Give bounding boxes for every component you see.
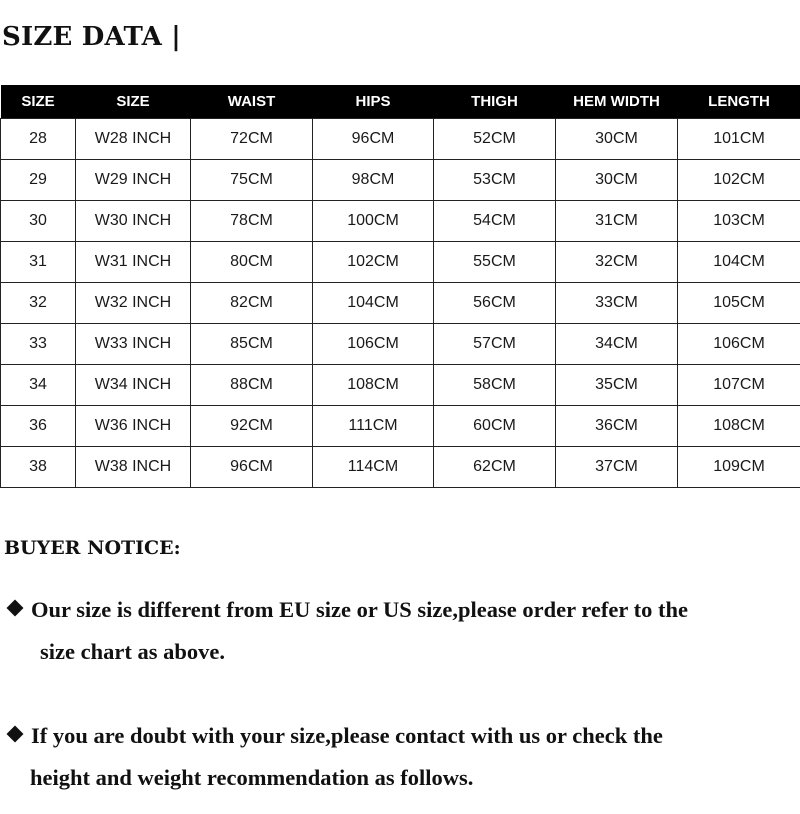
table-row [1,324,800,365]
table-cell: 103CM [678,201,800,242]
header-waist: WAIST [191,85,313,119]
table-cell: 104CM [678,242,800,283]
header-hips: HIPS [313,85,434,119]
page-title: SIZE DATA | [2,22,181,52]
table-cell: 78CM [191,201,313,242]
table-cell: W34 INCH [76,365,191,406]
table-header-row [1,85,800,119]
header-hem-width: HEM WIDTH [556,85,678,119]
notice-item [0,715,663,799]
notice-line: height and weight recommendation as follows. [30,765,474,790]
table-cell: 101CM [678,119,800,160]
table-cell: 30 [1,201,76,242]
table-row [1,119,800,160]
table-cell: 32CM [556,242,678,283]
table-cell: 36 [1,406,76,447]
table-cell: 82CM [191,283,313,324]
table-cell: W32 INCH [76,283,191,324]
table-cell: 30CM [556,119,678,160]
header-size-number: SIZE [1,85,76,119]
table-cell: 72CM [191,119,313,160]
table-row [1,365,800,406]
table-cell: 36CM [556,406,678,447]
table-cell: 54CM [434,201,556,242]
table-cell: 106CM [678,324,800,365]
table-cell: 35CM [556,365,678,406]
table-cell: W33 INCH [76,324,191,365]
notice-line: If you are doubt with your size,please contact with us or check the [31,723,663,748]
table-cell: 52CM [434,119,556,160]
table-cell: W28 INCH [76,119,191,160]
table-cell: 58CM [434,365,556,406]
table-cell: 31CM [556,201,678,242]
table-cell: 62CM [434,447,556,488]
table-cell: 32 [1,283,76,324]
table-row [1,201,800,242]
buyer-notice-title: BUYER NOTICE: [4,537,181,559]
table-cell: 37CM [556,447,678,488]
table-cell: 30CM [556,160,678,201]
notice-line: Our size is different from EU size or US size,please order refer to the [31,597,688,622]
table-cell: 107CM [678,365,800,406]
table-cell: 55CM [434,242,556,283]
diamond-bullet-icon [7,600,24,617]
table-cell: W29 INCH [76,160,191,201]
table-row [1,283,800,324]
table-cell: 75CM [191,160,313,201]
table-cell: 29 [1,160,76,201]
header-thigh: THIGH [434,85,556,119]
table-cell: 100CM [313,201,434,242]
header-size-inch: SIZE [76,85,191,119]
table-row [1,242,800,283]
table-cell: 104CM [313,283,434,324]
table-cell: 98CM [313,160,434,201]
table-row [1,447,800,488]
table-cell: W31 INCH [76,242,191,283]
table-cell: 111CM [313,406,434,447]
table-cell: 106CM [313,324,434,365]
notice-line: size chart as above. [40,639,225,664]
table-cell: W30 INCH [76,201,191,242]
table-cell: W36 INCH [76,406,191,447]
table-cell: 108CM [313,365,434,406]
table-cell: 109CM [678,447,800,488]
table-cell: 34 [1,365,76,406]
table-cell: 33CM [556,283,678,324]
table-cell: 80CM [191,242,313,283]
diamond-bullet-icon [7,726,24,743]
table-cell: 28 [1,119,76,160]
table-cell: 34CM [556,324,678,365]
table-cell: 85CM [191,324,313,365]
table-cell: 96CM [191,447,313,488]
table-cell: 102CM [313,242,434,283]
table-cell: 96CM [313,119,434,160]
table-cell: 88CM [191,365,313,406]
header-length: LENGTH [678,85,800,119]
table-cell: 114CM [313,447,434,488]
table-cell: 33 [1,324,76,365]
table-cell: 38 [1,447,76,488]
table-cell: 92CM [191,406,313,447]
table-cell: 31 [1,242,76,283]
table-row [1,160,800,201]
table-row [1,406,800,447]
table-cell: 102CM [678,160,800,201]
table-cell: 56CM [434,283,556,324]
table-cell: 105CM [678,283,800,324]
table-cell: 60CM [434,406,556,447]
table-cell: W38 INCH [76,447,191,488]
table-cell: 57CM [434,324,556,365]
notice-item [0,589,688,673]
table-cell: 53CM [434,160,556,201]
size-chart-table [0,85,800,488]
table-cell: 108CM [678,406,800,447]
